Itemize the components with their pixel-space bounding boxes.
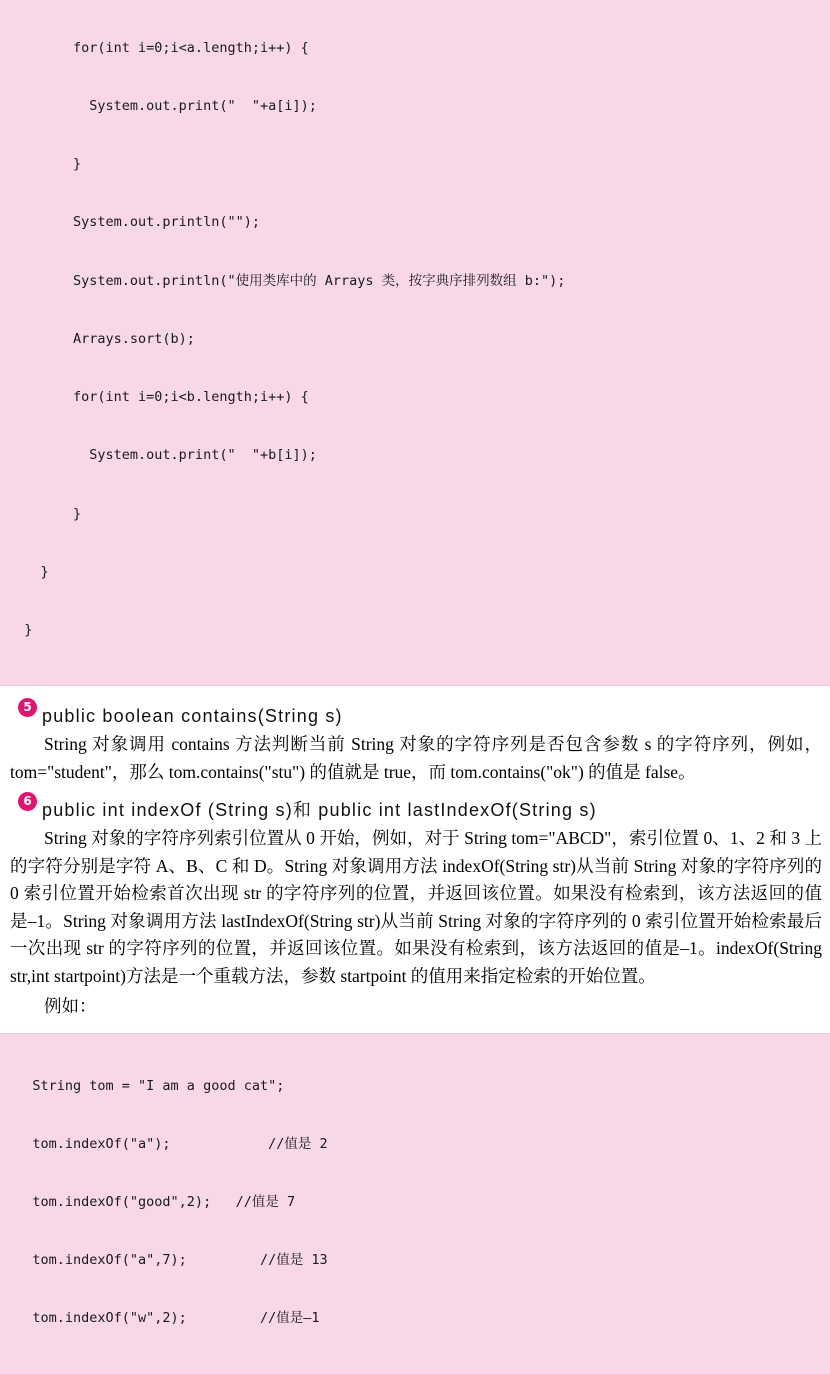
code-line: tom.indexOf("a",7); //值是 13: [8, 1252, 328, 1269]
code-line: System.out.print(" "+a[i]);: [8, 98, 317, 115]
code-line: }: [8, 563, 49, 580]
code-line: }: [8, 622, 33, 638]
code-line: tom.indexOf("w",2); //值是–1: [8, 1310, 320, 1327]
code-block-indexof: [0, 1033, 830, 1375]
example-label: 例如：: [44, 996, 97, 1017]
bullet-number-6: 6: [18, 792, 37, 811]
code-line: System.out.print(" "+b[i]);: [8, 447, 317, 464]
code-line: for(int i=0;i<a.length;i++) {: [8, 39, 309, 56]
section-5-paragraph: String 对象调用 contains 方法判断当前 String 对象的字符序列是否包含参数 s 的字符序列，例如，tom="student"，那么 tom.contains("stu") 的值就是 true，而 tom.contains("ok") 的值是 false。: [10, 734, 822, 782]
method-signature: public int indexOf (String s)和 public int lastIndexOf(String s): [42, 800, 597, 821]
code-line: System.out.println("使用类库中的 Arrays 类，按字典序排列数组 b:");: [8, 272, 566, 289]
code-line: }: [8, 505, 82, 522]
section-6-heading: [0, 792, 830, 825]
spacer: [0, 686, 830, 692]
code-line: System.out.println("");: [8, 214, 260, 231]
code-line: for(int i=0;i<b.length;i++) {: [8, 389, 309, 406]
code-line: tom.indexOf("a"); //值是 2: [8, 1135, 328, 1152]
method-signature: public boolean contains(String s): [42, 706, 343, 727]
section-6-signature-line: [0, 792, 830, 825]
code-line: tom.indexOf("good",2); //值是 7: [8, 1193, 296, 1210]
spacer: [0, 1021, 830, 1027]
code-line: }: [8, 156, 82, 173]
section-6-paragraph: String 对象的字符序列索引位置从 0 开始，例如，对于 String tom="ABCD"，索引位置 0、1、2 和 3 上的字符分别是字符 A、B、C 和 D。String 对象调用方法 indexOf(String str)从当前 String 对象的字符序列的 0 索引位置开始检索首次出现 str 的字符序列的位置，并返回该位置。如果没有检索到，该方法返回的值是–1。String 对象调用方法 lastIndexOf(String str)从当前 String 对象的字符序列的 0 索引位置开始检索最后一次出现 str 的字符序列的位置，并返回该位置。如果没有检索到，该方法返回的值是–1。indexOf(String str,int startpoint)方法是一个重载方法，参数 startpoint 的值用来指定检索的开始位置。: [10, 828, 822, 986]
section-5-heading: [0, 698, 830, 731]
code-line: Arrays.sort(b);: [8, 330, 195, 347]
code-line: String tom = "I am a good cat";: [8, 1077, 285, 1094]
code-block-arrays: [0, 0, 830, 686]
bullet-number-5: 5: [18, 698, 37, 717]
section-5-signature-line: [0, 698, 830, 731]
